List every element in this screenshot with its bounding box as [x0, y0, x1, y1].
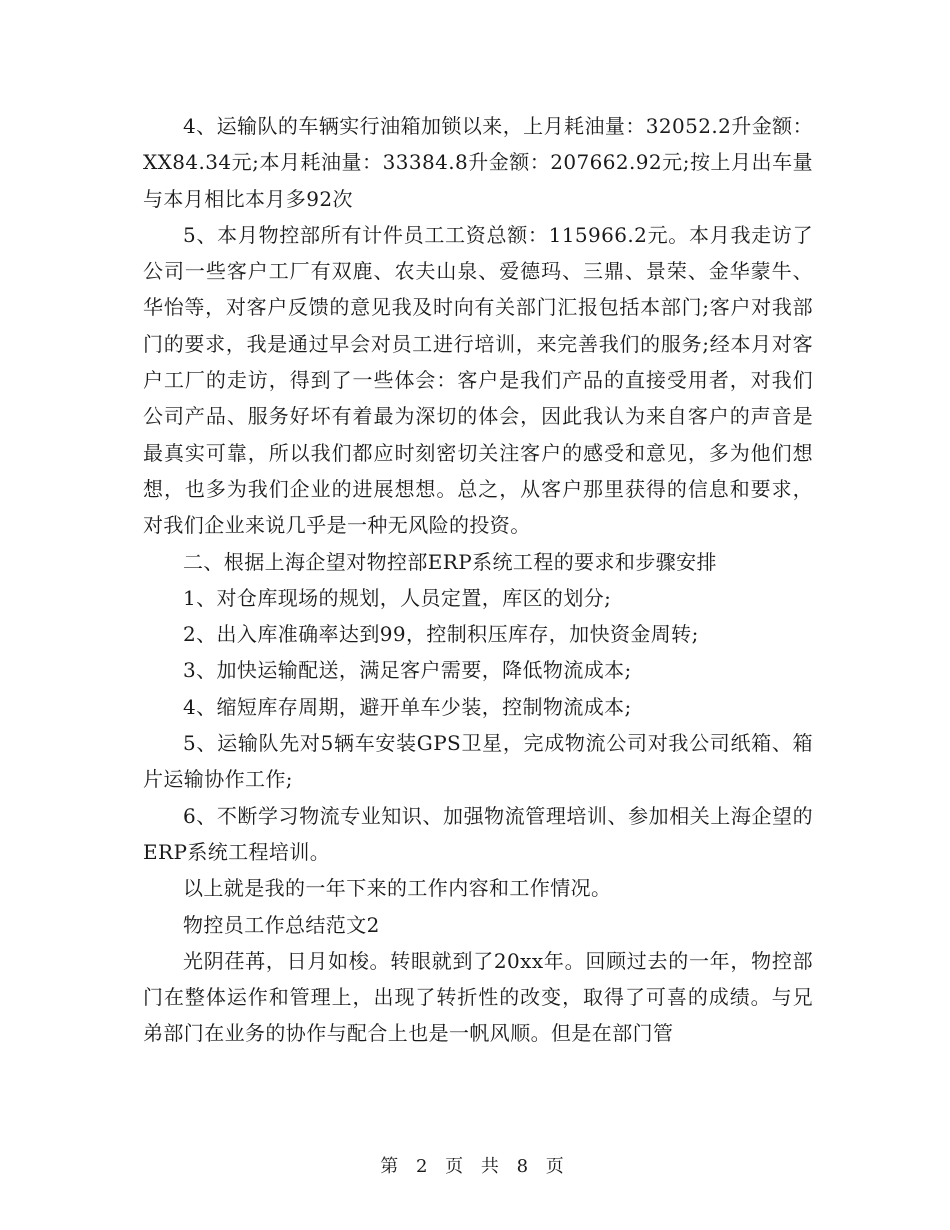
list-item-inventory-accuracy: 2、出入库准确率达到99，控制积压库存，加快资金周转; — [183, 622, 699, 647]
section-title-sample-2: 物控员工作总结范文2 — [183, 912, 380, 937]
paragraph-closing: 以上就是我的一年下来的工作内容和工作情况。 — [183, 876, 612, 901]
list-item-gps-install: 5、运输队先对5辆车安装GPS卫星，完成物流公司对我公司纸箱、箱片运输协作工作; — [143, 731, 813, 792]
list-item-transport-delivery: 3、加快运输配送，满足客户需要，降低物流成本; — [183, 658, 632, 683]
page-footer: 第 2 页 共 8 页 — [380, 1156, 570, 1177]
list-item-warehouse-planning: 1、对仓库现场的规划，人员定置，库区的划分; — [183, 585, 612, 610]
document-body — [143, 108, 813, 1052]
paragraph-fuel-consumption: 4、运输队的车辆实行油箱加锁以来，上月耗油量：32052.2升金额：XX84.34元;本月耗油量：33384.8升金额：207662.92元;按上月出车量与本月相比本月多92次 — [143, 114, 813, 211]
list-item-inventory-cycle: 4、缩短库存周期，避开单车少装，控制物流成本; — [183, 694, 632, 719]
list-item-training: 6、不断学习物流专业知识、加强物流管理培训、参加相关上海企望的ERP系统工程培训。 — [143, 803, 813, 864]
section-heading-erp: 二、根据上海企望对物控部ERP系统工程的要求和步骤安排 — [183, 549, 717, 574]
paragraph-wages-and-customer-visits: 5、本月物控部所有计件员工工资总额：115966.2元。本月我走访了公司一些客户工厂有双鹿、农夫山泉、爱德玛、三鼎、景荣、金华蒙牛、华怡等，对客户反馈的意见我及时向有关部门汇报包括本部门;客户对我部门的要求，我是通过早会对员工进行培训，来完善我们的服务;经本月对客户工厂的走访，得到了一些体会：客户是我们产品的直接受用者，对我们公司产品、服务好坏有着最为深切的体会，因此我认为来自客户的声音是最真实可靠，所以我们都应时刻密切关注客户的感受和意见，多为他们想想，也多为我们企业的进展想想。总之，从客户那里获得的信息和要求，对我们企业来说几乎是一种无风险的投资。 — [143, 222, 813, 538]
paragraph-sample-2-intro: 光阴荏苒，日月如梭。转眼就到了20xx年。回顾过去的一年，物控部门在整体运作和管理上，出现了转折性的改变，取得了可喜的成绩。与兄弟部门在业务的协作与配合上也是一帆风顺。但是在部门管 — [143, 948, 813, 1046]
